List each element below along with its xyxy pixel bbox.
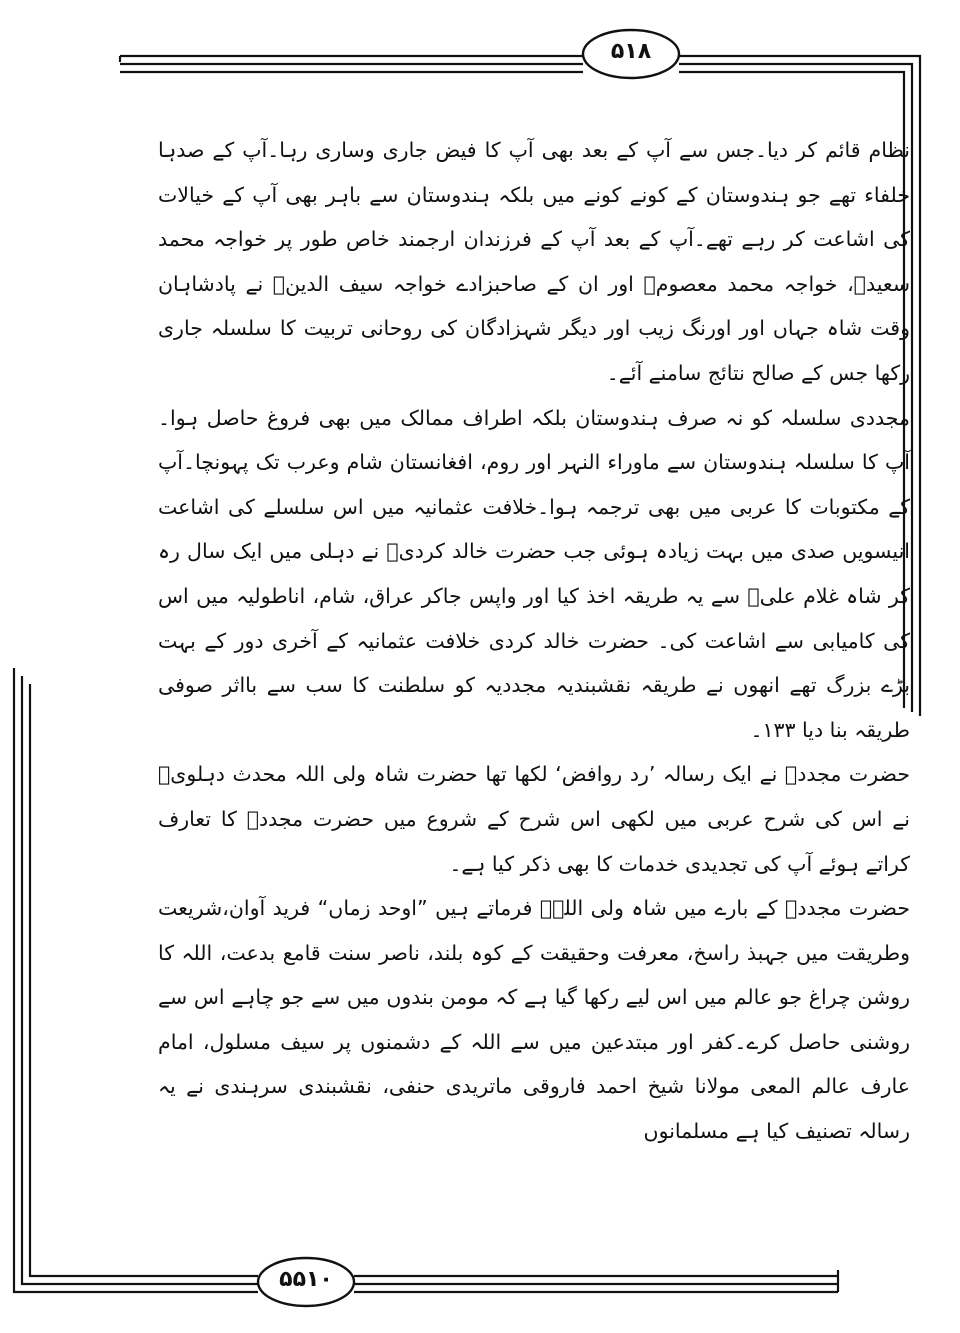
paragraph-4: حضرت مجددؒ کے بارے میں شاہ ولی اللہؒ فرماتے ہیں ”اوحد زماں“ فرید آوان،شریعت وطریقت میں جہبذ راسخ، معرفت وحقیقت کے کوہ بلند، ناصر سنت قامع بدعت، اللہ کا روشن چراغ جو عالم میں اس لیے رکھا گیا ہے کہ مومن بندوں میں سے جو چاہے اس سے روشنی حاصل کرے۔کفر اور مبتدعین میں سے اللہ کے دشمنوں پر سیف مسلول، امام عارف عالم المعی مولانا شیخ احمد فاروقی ماتریدی حنفی، نقشبندی سرہندی نے یہ رسالہ تصنیف کیا ہے مسلمانوں [158,896,910,1144]
body-text [158,128,910,1154]
paragraph-3: حضرت مجددؒ نے ایک رسالہ ’رد روافض‘ لکھا تھا حضرت شاہ ولی اللہ محدث دہلویؒ نے اس کی شرح عربی میں لکھی اس شرح کے شروع میں حضرت مجددؒ کا تعارف کراتے ہوئے آپ کی تجدیدی خدمات کا بھی ذکر کیا ہے۔ [158,762,910,876]
paragraph-2: مجددی سلسلہ کو نہ صرف ہندوستان بلکہ اطراف ممالک میں بھی فروغ حاصل ہوا۔آپ کا سلسلہ ہندوستان سے ماوراء النہر اور روم، افغانستان شام وعرب تک پہونچا۔آپ کے مکتوبات کا عربی میں بھی ترجمہ ہوا۔خلافت عثمانیہ میں اس سلسلے کی اشاعت انیسویں صدی میں بہت زیادہ ہوئی جب حضرت خالد کردیؒ نے دہلی میں ایک سال رہ کر شاہ غلام علیؒ سے یہ طریقہ اخذ کیا اور واپس جاکر عراق، شام، اناطولیہ میں اس کی کامیابی سے اشاعت کی۔ حضرت خالد کردی خلافت عثمانیہ کے آخری دور کے بہت بڑے بزرگ تھے انھوں نے طریقہ نقشبندیہ مجددیہ کو سلطنت کا سب سے بااثر صوفی طریقہ بنا دیا ۱۳۳۔ [158,405,910,742]
paragraph-1: نظام قائم کر دیا۔جس سے آپ کے بعد بھی آپ کا فیض جاری وساری رہا۔آپ کے صدہا خلفاء تھے جو ہندوستان کے کونے کونے میں بلکہ ہندوستان سے باہر بھی آپ کے خیالات کی اشاعت کر رہے تھے۔آپ کے بعد آپ کے فرزندان ارجمند خاص طور پر خواجہ محمد سعیدؒ، خواجہ محمد معصومؒ اور ان کے صاحبزادے خواجہ سیف الدینؒ نے پادشاہان وقت شاہ جہاں اور اورنگ زیب اور دیگر شہزادگان کی روحانی تربیت کا سلسلہ جاری رکھا جس کے صالح نتائج سامنے آئے۔ [158,138,910,385]
bottom-page-number: ۵۵۱۰ [279,1267,333,1292]
top-page-number: ۵۱۸ [610,39,652,64]
